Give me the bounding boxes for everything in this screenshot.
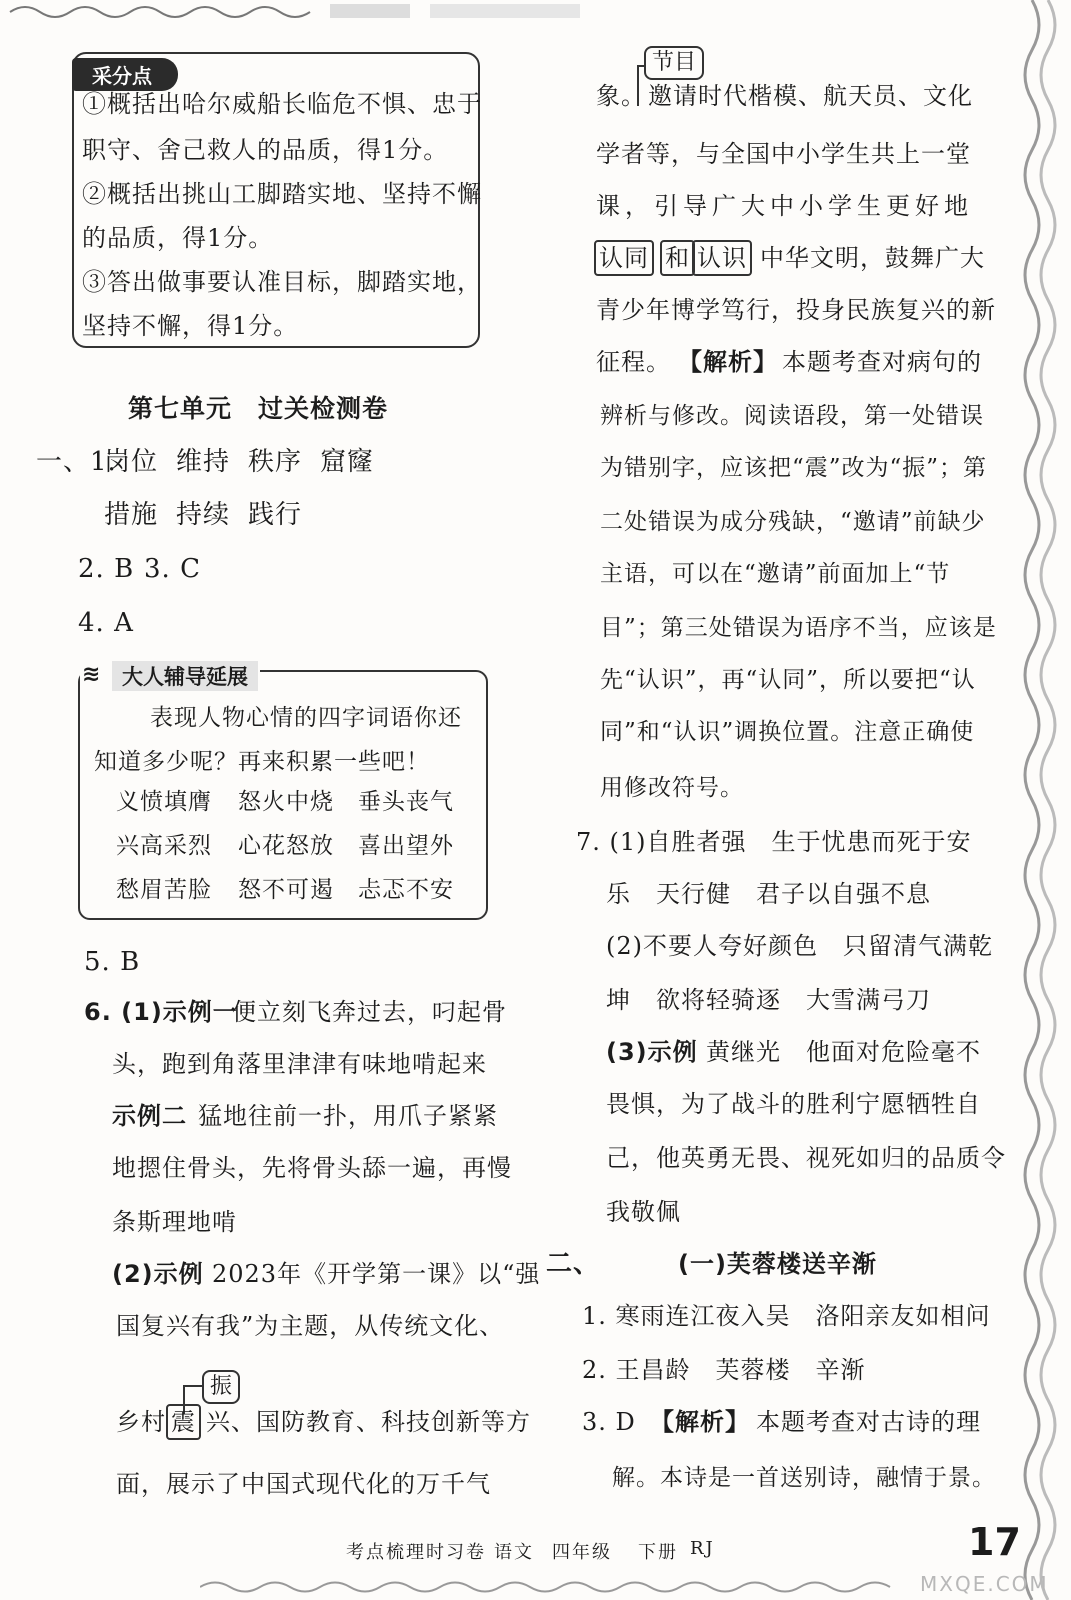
- analysis-label: 【解析】: [678, 348, 778, 376]
- q6-analysis: 用修改符号。: [600, 775, 744, 801]
- swap-word: 认同: [594, 240, 654, 276]
- part2-answer: 2. 王昌龄 芙蓉楼 辛渐: [582, 1356, 866, 1384]
- q6-text: 学者等，与全国中小学生共上一堂: [596, 140, 971, 168]
- idiom: 怒不可遏: [238, 877, 334, 903]
- q7-text: 畏惧，为了战斗的胜利宁愿牺牲自: [606, 1090, 981, 1118]
- idiom: 兴高采烈: [116, 833, 212, 859]
- q6-example-label: 示例二: [112, 1102, 187, 1130]
- watermark: MXQE.COM: [920, 1572, 1049, 1596]
- q1-word: 持续: [176, 500, 231, 530]
- correction-label: 振: [202, 1370, 240, 1404]
- q1-word: 窟窿: [320, 447, 375, 477]
- q6-analysis: 目”；第三处错误为语序不当，应该是: [600, 615, 997, 641]
- q6-analysis: 辨析与修改。阅读语段，第一处错误: [600, 403, 984, 429]
- part2-analysis: 本题考查对古诗的理: [756, 1408, 981, 1436]
- q6-label: 6. (1)示例一: [84, 998, 238, 1026]
- q6-analysis: 主语，可以在“邀请”前面加上“节: [600, 561, 951, 587]
- footer-edition: RJ: [690, 1538, 715, 1559]
- part2-answer: 1. 寒雨连江夜入吴 洛阳亲友如相问: [582, 1302, 991, 1330]
- q6-text: 头，跑到角落里津津有味地啃起来: [112, 1050, 487, 1078]
- scoring-line: 职守、舍己救人的品质，得1分。: [82, 136, 449, 164]
- q6-text: 课，引导广大中小学生更好地: [596, 192, 973, 220]
- q6-text: 征程。: [596, 348, 671, 376]
- insertion-label: 节目: [644, 46, 704, 80]
- q6-text: 乡村: [116, 1408, 166, 1436]
- q5-answer: 5. B: [84, 947, 141, 977]
- q7-text: (2)不要人夸好颜色 只留清气满乾: [606, 932, 993, 960]
- q7-text: 黄继光 他面对危险毫不: [706, 1038, 981, 1066]
- wave-lines-icon: ≋: [82, 662, 101, 687]
- marked-word: 震: [166, 1404, 201, 1440]
- idiom: 愁眉苦脸: [116, 877, 212, 903]
- q6-text: 国复兴有我”为主题，从传统文化、: [116, 1312, 505, 1340]
- part2-title: (一)芙蓉楼送辛渐: [678, 1250, 877, 1278]
- q1-word: 践行: [248, 500, 303, 530]
- footer-volume: 下册: [638, 1542, 678, 1563]
- scoring-line: ②概括出挑山工脚踏实地、坚持不懈: [82, 180, 482, 208]
- q6-text: 邀请时代楷模、航天员、文化: [648, 82, 973, 110]
- q6-text: 条斯理地啃: [112, 1208, 237, 1236]
- q4-answer: 4. A: [78, 608, 134, 638]
- top-border: [0, 0, 620, 22]
- q1-word: 岗位: [104, 447, 159, 477]
- q7-text: 己，他英勇无畏、视死如归的品质令: [606, 1144, 1006, 1172]
- idiom: 忐忑不安: [358, 877, 454, 903]
- idiom: 心花怒放: [238, 833, 334, 859]
- q7-text: 乐 天行健 君子以自强不息: [606, 880, 931, 908]
- swap-word: 和: [660, 240, 695, 276]
- idiom: 义愤填膺: [116, 789, 212, 815]
- q6-text: 青少年博学笃行，投身民族复兴的新: [596, 296, 996, 324]
- q6-analysis: 同”和“认识”调换位置。注意正确使: [600, 719, 975, 745]
- idiom: 垂头丧气: [358, 789, 454, 815]
- q1-word: 维持: [176, 447, 231, 477]
- part1-prefix: 一、1.: [36, 447, 117, 477]
- scoring-tag: 采分点: [72, 58, 178, 91]
- q6-text: 象。: [596, 82, 646, 110]
- unit-title: 第七单元 过关检测卷: [128, 394, 389, 423]
- q6-analysis: 为错别字，应该把“震”改为“振”；第: [600, 455, 988, 481]
- q7-example-label: (3)示例: [606, 1038, 698, 1066]
- q6-text: 猛地往前一扑，用爪子紧紧: [198, 1102, 498, 1130]
- q6-text: 2023年《开学第一课》以“强: [212, 1260, 541, 1288]
- analysis-label: 【解析】: [650, 1408, 750, 1436]
- bottom-border: [200, 1578, 900, 1596]
- part2-answer: 3. D: [582, 1408, 636, 1436]
- idiom: 怒火中烧: [238, 789, 334, 815]
- footer-subject: 语文: [494, 1542, 534, 1563]
- page-number: 17: [968, 1520, 1021, 1564]
- scoring-line: ③答出做事要认准目标，脚踏实地，: [82, 268, 482, 296]
- extension-tag: 大人辅导延展: [112, 661, 258, 691]
- q1-word: 秩序: [248, 447, 303, 477]
- q6-text: 面，展示了中国式现代化的万千气: [116, 1470, 491, 1498]
- scoring-line: 坚持不懈，得1分。: [82, 312, 299, 340]
- footer-book: 考点梳理时习卷: [346, 1542, 486, 1563]
- q7-text: 我敬佩: [606, 1198, 681, 1226]
- q7-text: 7. (1)自胜者强 生于忧患而死于安: [576, 828, 972, 856]
- q6-text: 中华文明，鼓舞广大: [760, 244, 985, 272]
- scoring-line: ①概括出哈尔威船长临危不惧、忠于: [82, 90, 482, 118]
- extension-intro: 表现人物心情的四字词语你还: [150, 705, 462, 731]
- footer-grade: 四年级: [552, 1542, 612, 1563]
- q6-analysis: 先“认识”，再“认同”，所以要把“认: [600, 667, 976, 693]
- q6-analysis: 二处错误为成分残缺，“邀请”前缺少: [600, 509, 986, 535]
- q1-word: 措施: [104, 500, 159, 530]
- q6-text: 兴、国防教育、科技创新等方: [206, 1408, 531, 1436]
- right-edge-decoration: [1012, 0, 1071, 1600]
- part2-prefix: 二、: [546, 1249, 601, 1279]
- part2-analysis: 解。本诗是一首送别诗，融情于景。: [612, 1465, 996, 1491]
- q2-answer: 2. B: [78, 554, 135, 584]
- idiom: 喜出望外: [358, 833, 454, 859]
- extension-intro: 知道多少呢？再来积累一些吧！: [94, 749, 430, 775]
- q6-text: 便立刻飞奔过去，叼起骨: [232, 998, 507, 1026]
- q7-text: 坤 欲将轻骑逐 大雪满弓刀: [606, 986, 931, 1014]
- swap-word: 认识: [692, 240, 752, 276]
- q6-text: 地摁住骨头，先将骨头舔一遍，再慢: [112, 1154, 512, 1182]
- scoring-line: 的品质，得1分。: [82, 224, 274, 252]
- q6-analysis: 本题考查对病句的: [782, 348, 982, 376]
- q6-example-label: (2)示例: [112, 1260, 204, 1288]
- q3-answer: 3. C: [144, 554, 201, 584]
